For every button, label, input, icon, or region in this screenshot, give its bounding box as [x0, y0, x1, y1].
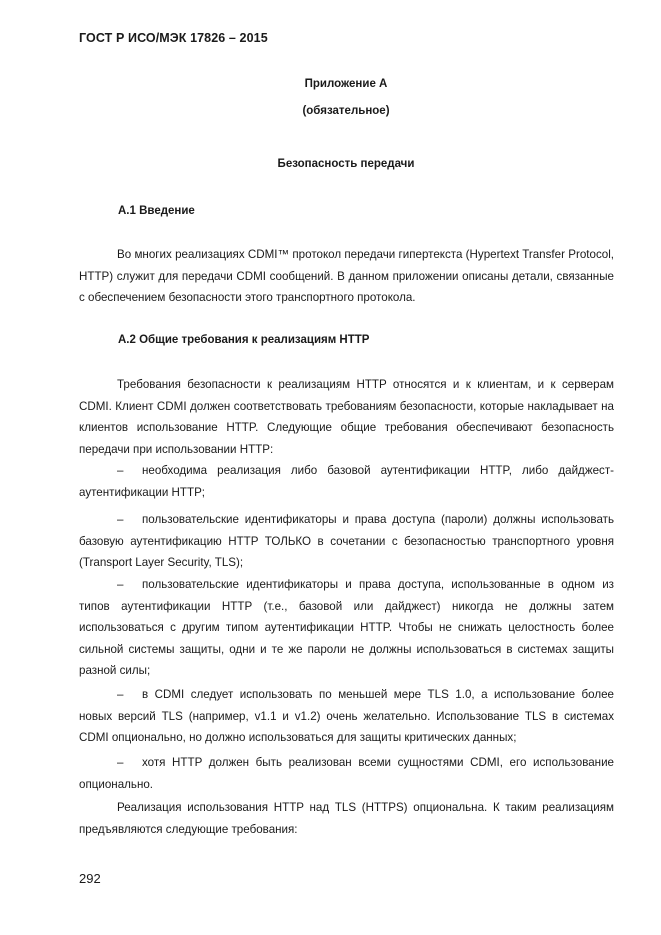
- standard-code: ГОСТ Р ИСО/МЭК 17826 – 2015: [79, 31, 268, 45]
- bullet-marker: –: [117, 688, 124, 701]
- bullet-marker: –: [117, 756, 124, 769]
- list-item: [79, 460, 614, 503]
- list-item: [79, 574, 614, 682]
- bullet-marker: –: [117, 464, 124, 477]
- list-item-text: хотя HTTP должен быть реализован всеми сущностями CDMI, его использование опционально.: [79, 756, 614, 791]
- list-item-text: пользовательские идентификаторы и права доступа, использованные в одном из типов аутентификации HTTP (т.е., базовой или дайджест) никогда не должны затем использоваться с другим типом аутентификации HTTP. Чтобы не снижать целостность более сильной системы защиты, одни и те же пароли не должны использоваться в системах защиты разной силы;: [79, 578, 614, 677]
- list-item: [79, 509, 614, 574]
- section-heading-a1: А.1 Введение: [118, 205, 195, 217]
- list-item: [79, 684, 614, 749]
- list-item-text: пользовательские идентификаторы и права доступа (пароли) должны использовать базовую аутентификацию HTTP ТОЛЬКО в сочетании с безопасностью транспортного уровня (Transport Layer Security, TLS);: [79, 513, 614, 569]
- section-a2-intro: Требования безопасности к реализациям HTTP относятся и к клиентам, и к серверам CDMI. Клиент CDMI должен соответствовать требованиям безопасности, которые накладывает на клиентов использование HTTP. Следующие общие требования обеспечивают безопасность передачи при использовании HTTP:: [79, 378, 614, 456]
- section-a1-paragraph: Во многих реализациях CDMI™ протокол передачи гипертекста (Hypertext Transfer Protocol, HTTP) служит для передачи CDMI сообщений. В данном приложении описаны детали, связанные с обеспечением безопасности этого транспортного протокола.: [79, 248, 614, 304]
- page-number: 292: [79, 871, 101, 886]
- bullet-marker: –: [117, 578, 124, 591]
- list-item-text: в CDMI следует использовать по меньшей мере TLS 1.0, а использование более новых версий TLS (например, v1.1 и v1.2) очень желательно. Использование TLS в системах CDMI опционально, но должно использоваться для защиты критических данных;: [79, 688, 614, 744]
- bullet-marker: –: [117, 513, 124, 526]
- list-item: [79, 752, 614, 795]
- section-heading-a2: А.2 Общие требования к реализациям HTTP: [118, 334, 370, 346]
- section-a2-closing: Реализация использования HTTP над TLS (HTTPS) опциональна. К таким реализациям предъявляются следующие требования:: [79, 801, 614, 836]
- appendix-status: (обязательное): [302, 105, 390, 117]
- appendix-title: Приложение А: [304, 78, 388, 90]
- list-item-text: необходима реализация либо базовой аутентификации HTTP, либо дайджест-аутентификации HTTP;: [79, 464, 614, 499]
- appendix-subject: Безопасность передачи: [277, 158, 415, 170]
